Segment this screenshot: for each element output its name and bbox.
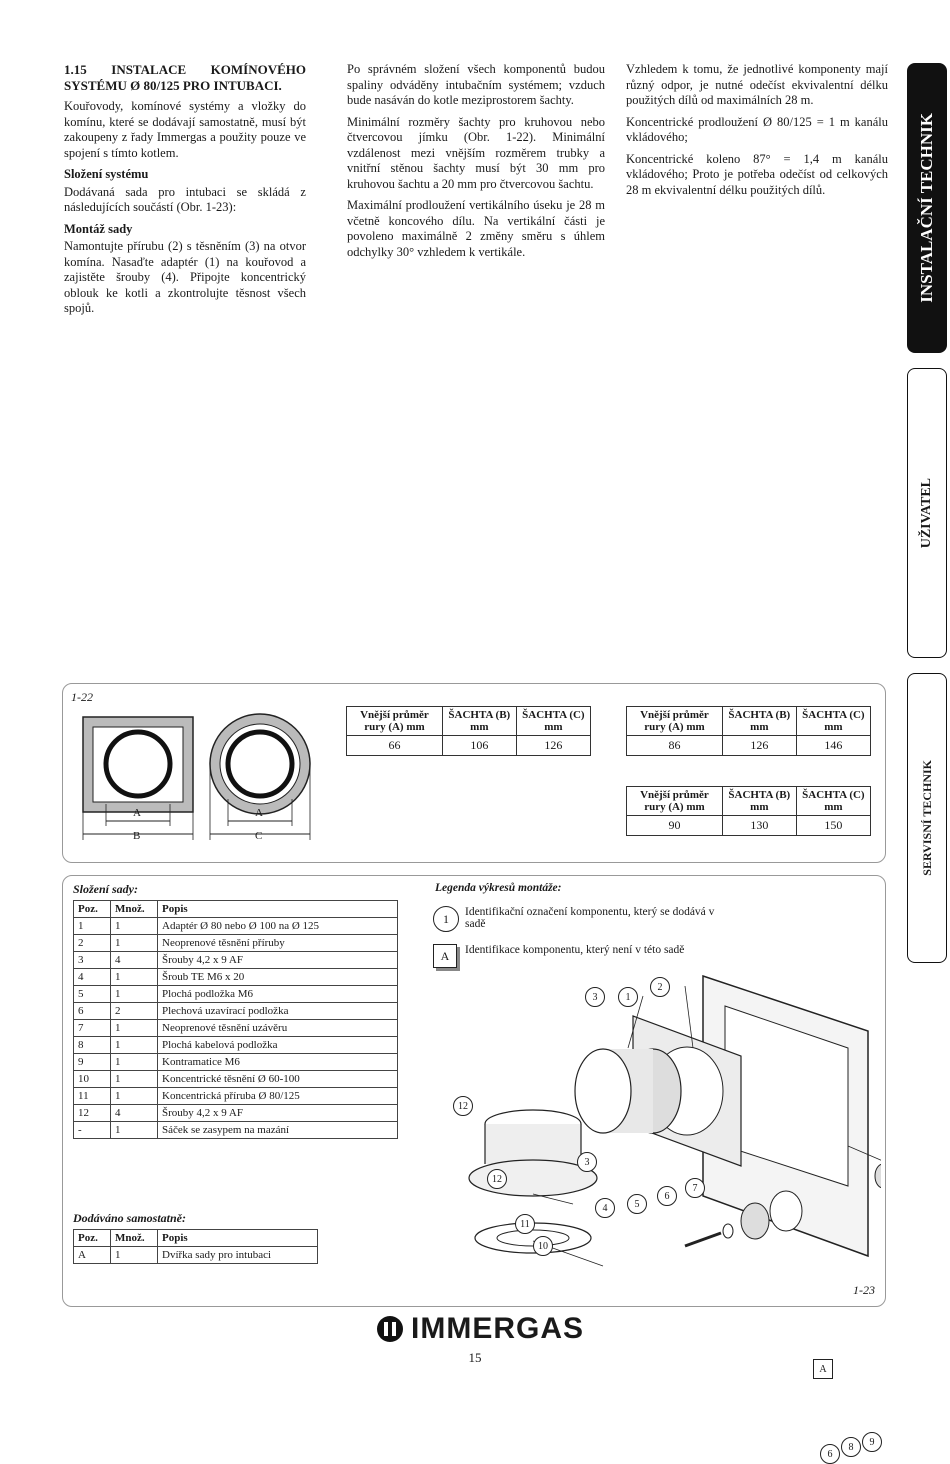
kit-cell: Adaptér Ø 80 nebo Ø 100 na Ø 125 (158, 918, 398, 935)
kit-cell: 1 (111, 1020, 158, 1037)
kit-cell: 12 (74, 1105, 111, 1122)
kit-cell: Koncentrická příruba Ø 80/125 (158, 1088, 398, 1105)
kit-cell: Plechová uzavírací podložka (158, 1003, 398, 1020)
dim-label-a2: A (255, 807, 263, 819)
table-row (74, 1054, 398, 1071)
intro-paragraph: Kouřovody, komínové systémy a vložky do komínu, které se dodávají samostatně, musí být zakoupeny z řady Immergas a použity pouze ve spojení s tímto kotlem. (64, 99, 306, 160)
brand-logo (375, 1312, 584, 1346)
supplied-cell: 1 (111, 1247, 158, 1264)
kit-header: Množ. (111, 901, 158, 918)
callout-6b: 6 (820, 1444, 840, 1464)
callout-10: 10 (533, 1236, 553, 1256)
callout-6a: 6 (657, 1186, 677, 1206)
cover-gasket-7 (770, 1191, 802, 1231)
kit-cell: 6 (74, 1003, 111, 1020)
table-row (74, 1020, 398, 1037)
table-row (74, 1088, 398, 1105)
legend-text-1: Identifikační označení komponentu, který se dodává v sadě (465, 906, 715, 930)
dim-header: Vnější průměr rury (A) mm (347, 707, 443, 736)
tab-user[interactable] (907, 368, 947, 658)
kit-cell: Koncentrické těsnění Ø 60-100 (158, 1071, 398, 1088)
screw-4 (685, 1233, 721, 1246)
kit-cell: Šroub TE M6 x 20 (158, 969, 398, 986)
supplied-header: Poz. (74, 1230, 111, 1247)
kit-cell: 1 (111, 935, 158, 952)
callout-4: 4 (595, 1198, 615, 1218)
round-shaft-inner (220, 724, 300, 804)
kit-cell: Šrouby 4,2 x 9 AF (158, 952, 398, 969)
dimension-table-right-2 (626, 786, 871, 836)
tab-service-label: SERVISNÍ TECHNIK (919, 760, 934, 876)
kit-cell: 1 (111, 1122, 158, 1139)
kit-cell: Kontramatice M6 (158, 1054, 398, 1071)
tab-user-label: UŽIVATEL (919, 477, 934, 549)
dim-label-b: B (133, 830, 141, 842)
callout-11: 11 (515, 1214, 535, 1234)
kit-cell: 1 (111, 918, 158, 935)
kit-cell: Plochá kabelová podložka (158, 1037, 398, 1054)
brand-name: IMMERGAS (411, 1312, 584, 1345)
dim-header: Vnější průměr rury (A) mm (627, 707, 723, 736)
kit-cell: 1 (111, 1054, 158, 1071)
table-row (74, 986, 398, 1003)
dimension-table-right (626, 706, 871, 756)
kit-header: Poz. (74, 901, 111, 918)
kit-cell: Plochá podložka M6 (158, 986, 398, 1003)
text-column-1 (64, 62, 306, 323)
page-number: 15 (468, 1350, 482, 1365)
dim-header: ŠACHTA (B) mm (722, 787, 796, 816)
kit-cell: 1 (111, 1071, 158, 1088)
kit-cell: Sáček se zasypem na mazání (158, 1122, 398, 1139)
kit-title: Složení sady: (73, 882, 139, 896)
callout-a: A (813, 1359, 833, 1379)
kit-cell: 8 (74, 1037, 111, 1054)
cover-plate-6b (875, 1164, 881, 1188)
table-row (74, 1037, 398, 1054)
table-row (74, 969, 398, 986)
concentric-flange-body (485, 1124, 581, 1164)
kit-cell: 1 (111, 1037, 158, 1054)
kit-cell: Neoprenové těsnění příruby (158, 935, 398, 952)
col2-paragraph-3: Maximální prodloužení vertikálního úseku je 28 m včetně koncového dílu. Na vertikální části je povoleno maximálně 2 změny směru s úhlem odchylky 30° vzhledem k vertikále. (347, 198, 605, 259)
dim-cell: 130 (722, 816, 796, 836)
kit-cell: 4 (111, 1105, 158, 1122)
dim-cell: 126 (516, 736, 590, 756)
supplied-cell: Dvířka sady pro intubaci (158, 1247, 318, 1264)
shaft-diagram (63, 684, 363, 862)
kit-cell: 1 (111, 1088, 158, 1105)
assembly-drawing (403, 956, 881, 1301)
table-row (74, 918, 398, 935)
kit-cell: - (74, 1122, 111, 1139)
dim-label-a1: A (133, 807, 141, 819)
callout-12b: 12 (487, 1169, 507, 1189)
cover-plate-6 (741, 1203, 769, 1239)
adapter-1-front (575, 1049, 631, 1133)
text-column-3 (626, 62, 888, 204)
callout-3a: 3 (585, 987, 605, 1007)
immergas-logo-icon (375, 1314, 405, 1344)
kit-cell: 5 (74, 986, 111, 1003)
dim-cell: 150 (796, 816, 870, 836)
kit-header: Popis (158, 901, 398, 918)
text-column-2 (347, 62, 605, 266)
callout-3b: 3 (577, 1152, 597, 1172)
callout-9: 9 (862, 1432, 882, 1452)
supplied-header: Množ. (111, 1230, 158, 1247)
figure-1-22-panel (62, 683, 886, 863)
table-row (74, 1003, 398, 1020)
kit-cell: 9 (74, 1054, 111, 1071)
dim-cell: 106 (442, 736, 516, 756)
dim-cell: 146 (796, 736, 870, 756)
kit-cell: 1 (111, 969, 158, 986)
tab-installer[interactable] (907, 63, 947, 353)
kit-cell: 10 (74, 1071, 111, 1088)
legend-title: Legenda výkresů montáže: (435, 882, 562, 894)
kit-table (73, 900, 398, 1139)
kit-cell: 2 (111, 1003, 158, 1020)
kit-cell: Neoprenové těsnění uzávěru (158, 1020, 398, 1037)
dim-cell: 126 (722, 736, 796, 756)
supplied-header: Popis (158, 1230, 318, 1247)
dimension-table-left (346, 706, 591, 756)
kit-cell: 1 (74, 918, 111, 935)
tab-installer-label: INSTALAČNÍ TECHNIK (917, 113, 936, 303)
callout-2: 2 (650, 977, 670, 997)
dim-cell: 86 (627, 736, 723, 756)
dim-header: Vnější průměr rury (A) mm (627, 787, 723, 816)
supplied-title: Dodáváno samostatně: (73, 1211, 187, 1225)
tab-service[interactable] (907, 673, 947, 963)
dim-label-c: C (255, 830, 263, 842)
assembly-paragraph: Namontujte přírubu (2) s těsněním (3) na otvor komína. Nasaďte adaptér (1) na kouřovod a zajistěte šrouby (4). Připojte koncentrický oblouk ke kotli a zkontrolujte těsnost všech spojů. (64, 239, 306, 315)
composition-heading: Složení systému (64, 167, 149, 181)
legend-square-a: A (433, 944, 457, 968)
col3-paragraph-2: Koncentrické prodloužení Ø 80/125 = 1 m kanálu vkládového; (626, 114, 888, 144)
dim-header: ŠACHTA (B) mm (442, 707, 516, 736)
kit-cell: 3 (74, 952, 111, 969)
kit-cell: 11 (74, 1088, 111, 1105)
supplied-table (73, 1229, 318, 1264)
legend-text-2: Identifikace komponentu, který není v této sadě (465, 944, 685, 956)
callout-8: 8 (841, 1437, 861, 1457)
callout-5: 5 (627, 1194, 647, 1214)
dim-header: ŠACHTA (B) mm (722, 707, 796, 736)
dim-cell: 90 (627, 816, 723, 836)
kit-cell: 7 (74, 1020, 111, 1037)
table-row (74, 1247, 318, 1264)
table-row (74, 1105, 398, 1122)
col3-paragraph-3: Koncentrické koleno 87° = 1,4 m kanálu vkládového; Proto je potřeba odečíst od celkových 28 m ekvivalentní délku použitých dílů. (626, 151, 888, 197)
table-row (74, 1071, 398, 1088)
callout-7: 7 (685, 1178, 705, 1198)
composition-paragraph: Dodávaná sada pro intubaci se skládá z následujících součástí (Obr. 1-23): (64, 184, 306, 214)
dim-header: ŠACHTA (C) mm (516, 707, 590, 736)
table-row (74, 935, 398, 952)
supplied-cell: A (74, 1247, 111, 1264)
table-row (74, 1122, 398, 1139)
figure-1-22-label: 1-22 (71, 690, 93, 704)
kit-cell: 4 (74, 969, 111, 986)
figure-1-23-label: 1-23 (853, 1283, 875, 1297)
legend-circle-1: 1 (433, 906, 459, 932)
dim-header: ŠACHTA (C) mm (796, 787, 870, 816)
assembly-heading: Montáž sady (64, 221, 133, 236)
kit-cell: 1 (111, 986, 158, 1003)
table-row (74, 952, 398, 969)
callout-12a: 12 (453, 1096, 473, 1116)
col2-paragraph-1: Po správném složení všech komponentů budou spaliny odváděny intubačním systémem; vzduch bude nasáván do kotle meziprostorem šachty. (347, 62, 605, 107)
dim-cell: 66 (347, 736, 443, 756)
section-title: 1.15 INSTALACE KOMÍNOVÉHO SYSTÉMU Ø 80/125 PRO INTUBACI. (64, 62, 306, 93)
col3-paragraph-1: Vzhledem k tomu, že jednotlivé komponenty mají různý odpor, je nutné odečíst ekvivalentní délku použitých dílů od maximálních 28 m. (626, 62, 888, 107)
kit-cell: Šrouby 4,2 x 9 AF (158, 1105, 398, 1122)
col2-paragraph-2: Minimální rozměry šachty pro kruhovou nebo čtvercovou jímku (Obr. 1-22). Minimální vzdálenost mezi vnějším rozměrem trubky a vnitřní stěnou šachty musí být 30 mm pro kruhovou šachtu a 20 mm pro čtvercovou šachtu. (347, 114, 605, 191)
dim-header: ŠACHTA (C) mm (796, 707, 870, 736)
washer-5 (723, 1224, 733, 1238)
callout-1: 1 (618, 987, 638, 1007)
kit-cell: 2 (74, 935, 111, 952)
kit-cell: 4 (111, 952, 158, 969)
